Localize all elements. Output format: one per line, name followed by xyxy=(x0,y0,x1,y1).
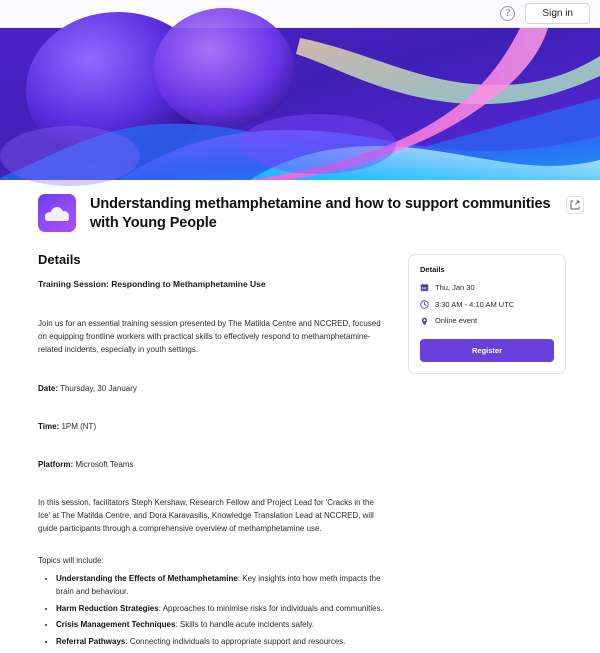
topic-title: Harm Reduction Strategies xyxy=(56,603,159,613)
session-subject: Training Session: Responding to Methamphetamine Use xyxy=(38,278,266,289)
sign-in-button[interactable]: Sign in xyxy=(525,3,590,24)
date-label: Date: xyxy=(38,383,59,393)
details-heading: Details xyxy=(38,251,81,267)
share-icon[interactable] xyxy=(566,196,584,214)
register-button[interactable]: Register xyxy=(420,339,554,362)
topic-title: Understanding the Effects of Methamphetamine xyxy=(56,573,238,583)
date-line xyxy=(38,383,386,395)
topics-list xyxy=(38,573,386,650)
facilitators-paragraph: In this session, facilitators Steph Kershaw, Research Fellow and Project Lead for 'Cracks in the Ice' at The Matilda Centre, and Dora Karavasilis, Knowledge Translation Lead at NCCRED, will guide participants through a comprehensive overview of methamphetamine use. xyxy=(38,497,374,533)
intro-paragraph: Join us for an essential training session presented by The Matilda Centre and NCCRED, focused on equipping frontline workers with practical skills to effectively respond to methamphetamine-related incidents, especially in youth settings. xyxy=(38,318,381,354)
list-item xyxy=(56,573,386,599)
card-location-value: Online event xyxy=(435,316,478,326)
location-pin-icon xyxy=(420,317,429,326)
time-label: Time: xyxy=(38,421,60,431)
topic-text: : Skills to handle acute incidents safely. xyxy=(175,620,315,630)
question-mark-circle-icon[interactable]: ? xyxy=(500,6,515,21)
details-card xyxy=(408,254,566,374)
card-time-value: 3:30 AM - 4:10 AM UTC xyxy=(435,299,515,309)
calendar-icon xyxy=(420,283,429,292)
main-column xyxy=(38,252,386,653)
topic-text: : Key insights into how meth impacts the brain and behaviour. xyxy=(56,573,381,596)
content-area xyxy=(0,242,600,653)
card-date-row xyxy=(420,283,554,293)
card-location-row xyxy=(420,316,554,326)
topics-lead: Topics will include: xyxy=(38,555,104,565)
time-line xyxy=(38,421,386,433)
page-title: Understanding methamphetamine and how to support communities with Young People xyxy=(90,196,551,232)
side-column xyxy=(408,252,566,374)
hero-artwork xyxy=(0,28,600,180)
list-item xyxy=(56,619,386,632)
topic-text: : Approaches to minimise risks for individuals and communities. xyxy=(158,603,383,613)
card-time-row xyxy=(420,300,554,310)
details-card-heading: Details xyxy=(420,264,445,274)
platform-value: Microsoft Teams xyxy=(75,459,134,469)
time-value: 1PM (NT) xyxy=(61,421,97,431)
date-value: Thursday, 30 January xyxy=(60,383,137,393)
topic-text: : Connecting individuals to appropriate support and resources. xyxy=(125,637,346,647)
share-glyph xyxy=(570,200,580,210)
platform-label: Platform: xyxy=(38,459,74,469)
platform-line xyxy=(38,459,386,471)
list-item xyxy=(56,636,386,649)
clock-icon xyxy=(420,300,429,309)
hero-banner xyxy=(0,28,600,180)
topic-title: Referral Pathways xyxy=(56,637,126,647)
topic-title: Crisis Management Techniques xyxy=(56,620,176,630)
cloud-logo-icon xyxy=(38,194,76,232)
event-header xyxy=(0,180,600,242)
card-date-value: Thu, Jan 30 xyxy=(435,282,475,292)
list-item xyxy=(56,603,386,616)
